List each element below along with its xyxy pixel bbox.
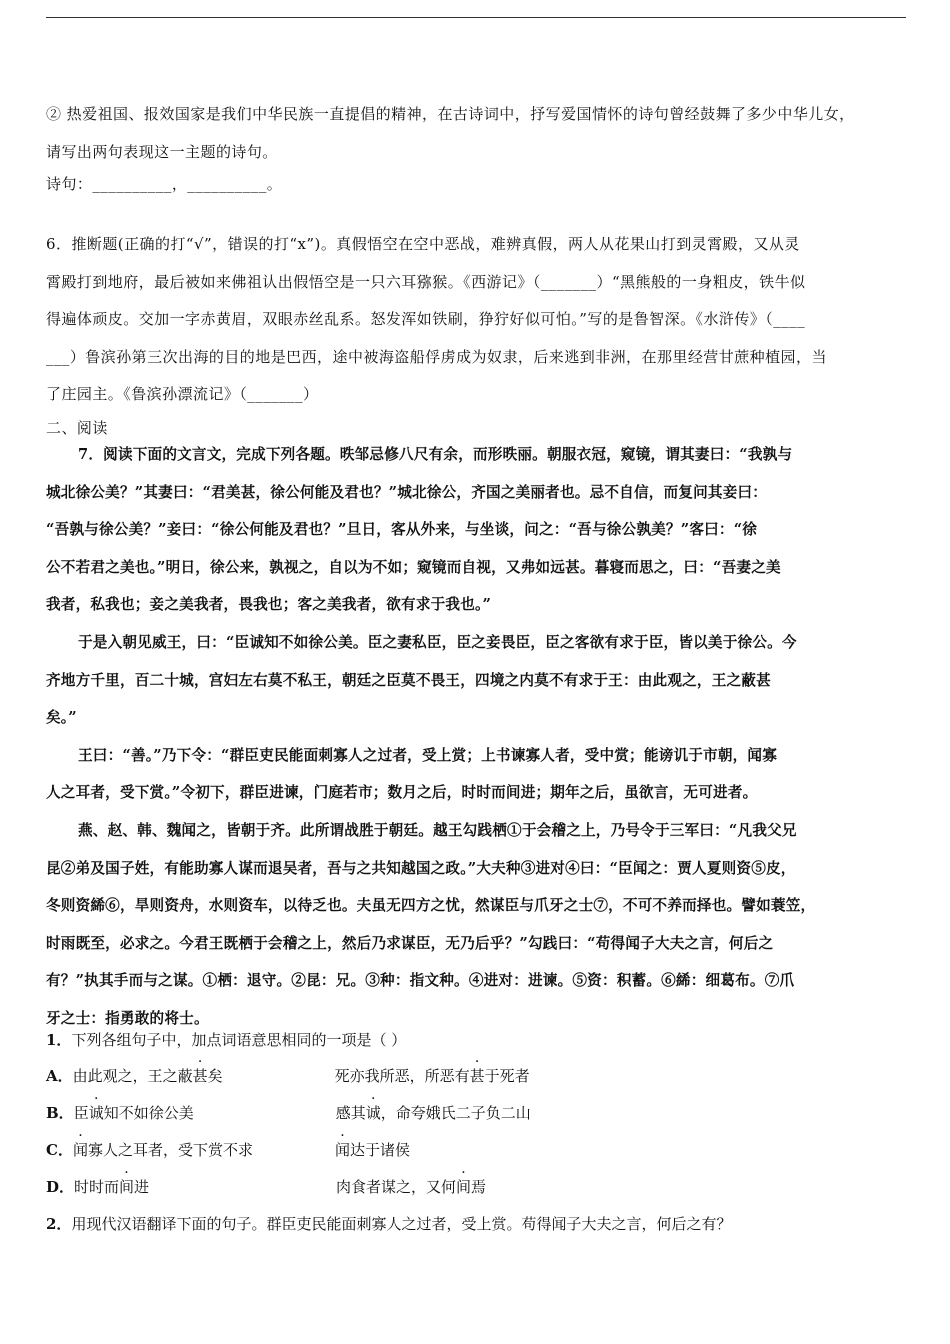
q7-passage — [46, 436, 908, 1038]
option-d[interactable] — [46, 1178, 486, 1196]
dotted-word: 甚 — [469, 1067, 485, 1085]
option-b[interactable] — [46, 1104, 531, 1122]
passage-line: “吾孰与徐公美？”妾曰：“徐公何能及君也？”旦日，客从外来，与坐谈，问之：“吾与徐公孰美？”客曰：“徐 — [46, 521, 758, 539]
q6-line: 霄殿打到地府，最后被如来佛祖认出假悟空是一只六耳猕猴。《西游记》（_______）“黑熊般的一身粗皮，铁牛似 — [46, 272, 806, 291]
option-text: 知不如徐公美 — [103, 1104, 194, 1122]
question-stem: 下列各组句子中，加点词语意思相同的一项是（ ） — [71, 1031, 407, 1049]
passage-line: 王曰：“善。”乃下令：“群臣吏民能面刺寡人之过者，受上赏；上书谏寡人者，受中赏；能谤讥于市朝，闻寡 — [78, 746, 777, 764]
passage-line: 城北徐公美？”其妻曰：“君美甚，徐公何能及君也？”城北徐公，齐国之美丽者也。忌不自信，而复问其妾曰： — [46, 483, 768, 501]
option-text: 由此观之，王之蔽 — [72, 1067, 193, 1085]
q7-paragraph-1 — [46, 436, 908, 624]
option-letter: D． — [46, 1178, 75, 1196]
option-text: 进 — [134, 1178, 150, 1196]
q5-block — [46, 96, 908, 171]
q6-line: 6．推断题(正确的打“√”，错误的打“x”)。真假悟空在空中恶战，难辨真假，两人从花果山打到灵霄殿，又从灵 — [46, 235, 800, 253]
question-stem: 用现代汉语翻译下面的句子。群臣吏民能面刺寡人之过者，受上赏。苟得闻子大夫之言，何后之有？ — [71, 1215, 732, 1233]
passage-line: 7．阅读下面的文言文，完成下列各题。昳邹忌修八尺有余，而形昳丽。朝服衣冠，窥镜，谓其妻曰：“我孰与 — [78, 446, 793, 463]
option-text: 达于诸侯 — [349, 1141, 410, 1159]
sub-question-2 — [46, 1215, 731, 1233]
q6-line: 了庄园主。《鲁滨孙漂流记》（_______） — [46, 385, 319, 404]
option-text: ，命夸娥氏二子负二山 — [380, 1104, 531, 1122]
option-text: 死亦我所恶，所恶有 — [334, 1067, 470, 1085]
q6-line: 得遍体顽皮。交加一字赤黄眉，双眼赤丝乱系。怒发浑如铁刷，狰狞好似可怕。”写的是鲁智深。《水浒传》（____ — [46, 310, 806, 329]
q7-paragraph-2 — [46, 624, 908, 737]
passage-line: 燕、赵、韩、魏闻之，皆朝于齐。此所谓战胜于朝廷。越王勾践栖①于会稽之上，乃号令于三军曰：“凡我父兄 — [78, 821, 797, 839]
q5-answer: 诗句：__________，__________。 — [46, 175, 283, 193]
dotted-word: 诚 — [88, 1104, 104, 1122]
passage-line: 齐地方千里，百二十城，宫妇左右莫不私王，朝廷之臣莫不畏王，四境之内莫不有求于王：由此观之，王之蔽甚 — [46, 671, 771, 689]
top-rule — [46, 17, 906, 18]
dotted-word: 闻 — [334, 1141, 350, 1159]
option-a[interactable] — [46, 1067, 530, 1085]
section-title: 二、阅读 — [46, 419, 108, 437]
passage-line: 昆②弟及国子姓，有能助寡人谋而退吴者，吾与之共知越国之政。”大夫种③进对④曰：“臣闻之：贾人夏则资⑤皮， — [46, 859, 796, 877]
option-text: 臣 — [73, 1104, 89, 1122]
option-text: 焉 — [471, 1178, 487, 1196]
passage-line: 公不若君之美也。”明日，徐公来，孰视之，自以为不如；窥镜而自视，又弗如远甚。暮寝而思之，曰：“吾妻之美 — [46, 558, 781, 576]
passage-line: 时雨既至，必求之。今君王既栖于会稽之上，然后乃求谋臣，无乃后乎？”勾践曰：“苟得闻子大夫之言，何后之 — [46, 934, 774, 952]
option-text: 肉食者谋之，又何 — [336, 1178, 457, 1196]
q7-paragraph-3 — [46, 737, 908, 812]
dotted-word: 间 — [456, 1178, 472, 1196]
q5-line: 请写出两句表现这一主题的诗句。 — [46, 142, 278, 161]
option-text: 于死者 — [484, 1067, 530, 1085]
question-number: 1． — [46, 1031, 72, 1049]
dotted-word: 诚 — [365, 1104, 381, 1122]
option-text: 矣 — [207, 1067, 223, 1085]
passage-line: 冬则资絺⑥，旱则资舟，水则资车，以待乏也。夫虽无四方之忧，然谋臣与爪牙之士⑦，不可不养而择也。譬如蓑笠， — [46, 897, 816, 915]
sub-question-1 — [46, 1031, 406, 1049]
option-text: 感其 — [335, 1104, 366, 1122]
q7-paragraph-4 — [46, 812, 908, 1038]
passage-line: 矣。” — [46, 709, 77, 727]
passage-line: 人之耳者，受下赏。”令初下，群臣进谏，门庭若市；数月之后，时时而间进；期年之后，虽欲言，无可进者。 — [46, 784, 758, 802]
q6-line: ___）鲁滨孙第三次出海的目的地是巴西，途中被海盗船俘虏成为奴隶，后来逃到非洲，在那里经营甘蔗种植园，当 — [46, 347, 827, 366]
option-letter: A． — [46, 1067, 73, 1085]
dotted-word: 间 — [119, 1178, 135, 1196]
passage-line: 有？”执其手而与之谋。①栖：退守。②昆：兄。③种：指文种。④进对：进谏。⑤资：积蓄。⑥絺：细葛布。⑦爪 — [46, 972, 795, 990]
option-letter: C． — [46, 1141, 73, 1159]
passage-line: 于是入朝见威王，曰：“臣诚知不如徐公美。臣之妻私臣，臣之妾畏臣，臣之客欲有求于臣，皆以美于徐公。今 — [78, 633, 797, 651]
option-text: 时时而 — [74, 1178, 120, 1196]
dotted-word: 闻 — [72, 1141, 88, 1159]
option-letter: B． — [46, 1104, 74, 1122]
option-c[interactable] — [46, 1141, 410, 1159]
option-text: 寡人之耳者，受下赏不求 — [87, 1141, 253, 1159]
dotted-word: 甚 — [192, 1067, 208, 1085]
question-number: 2． — [46, 1215, 72, 1233]
q5-answer-line — [46, 168, 908, 201]
passage-line: 我者，私我也；妾之美我者，畏我也；客之美我者，欲有求于我也。” — [46, 596, 492, 614]
q6-block — [46, 226, 908, 414]
q5-line: ② 热爱祖国、报效国家是我们中华民族一直提倡的精神，在古诗词中，抒写爱国情怀的诗句曾经鼓舞了多少中华儿女， — [46, 105, 855, 123]
passage-line: 牙之士：指勇敢的将士。 — [46, 1009, 209, 1027]
